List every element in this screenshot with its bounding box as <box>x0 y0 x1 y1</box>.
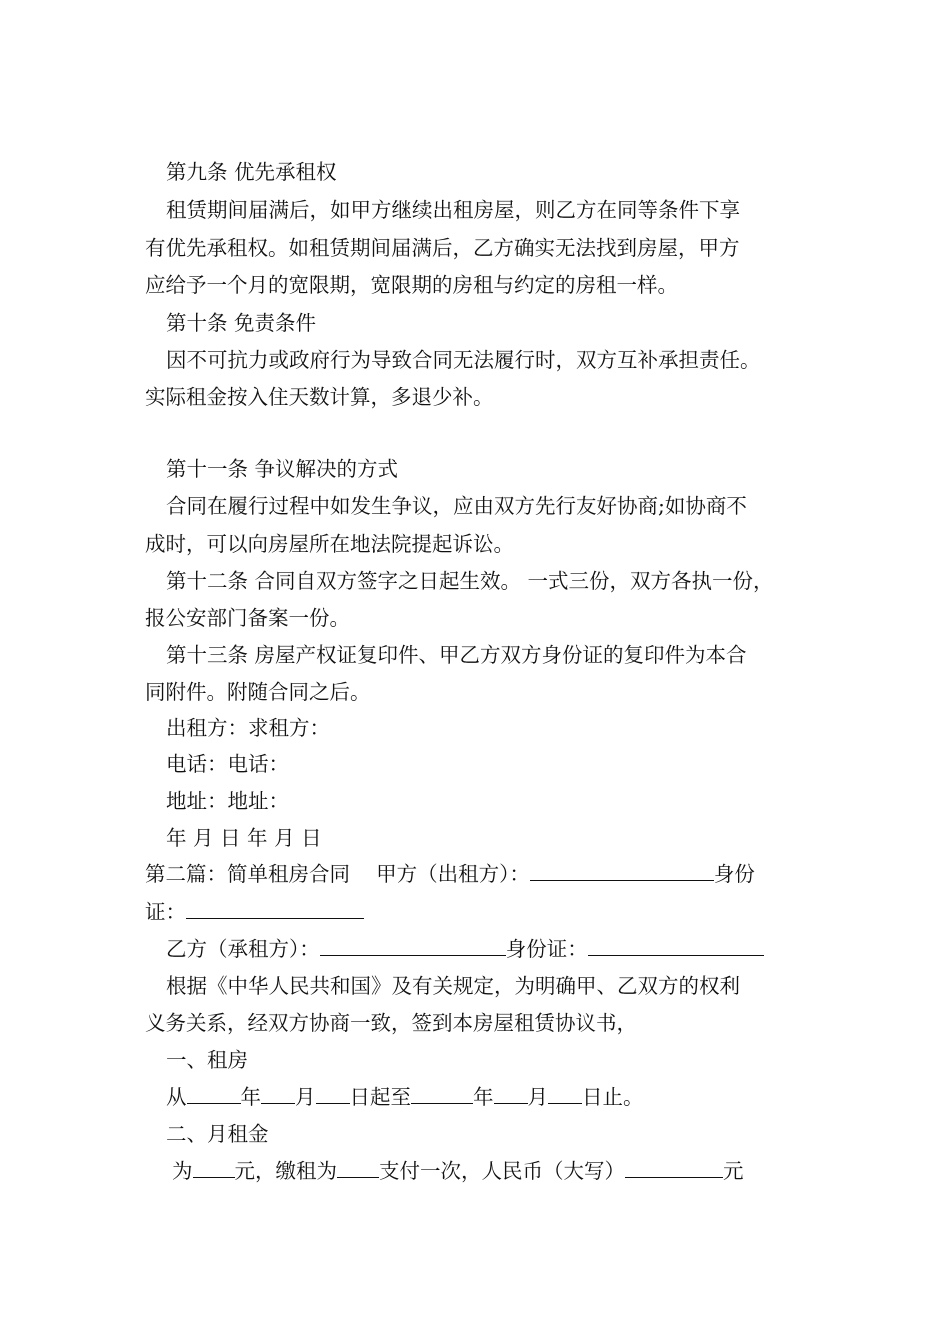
article9-line-1: 租赁期间届满后，如甲方继续出租房屋，则乙方在同等条件下享 <box>166 198 740 222</box>
article12-line-1: 第十二条 合同自双方签字之日起生效。 一式三份，双方各执一份， <box>166 569 774 593</box>
article11-line-2: 成时，可以向房屋所在地法院提起诉讼。 <box>145 532 514 556</box>
article13-line-2: 同附件。附随合同之后。 <box>145 680 371 704</box>
part2-heading: 第二篇：简单租房合同 <box>145 862 350 886</box>
preamble-line-1: 根据《中华人民共和国》及有关规定，为明确甲、乙双方的权利 <box>166 974 740 998</box>
party-b-id-label: 身份证： <box>505 937 588 961</box>
part2-heading-line <box>145 860 755 888</box>
signature-dates: 年 月 日 年 月 日 <box>166 826 322 850</box>
rent-period-blank <box>337 1157 379 1178</box>
section2-rent-line <box>172 1157 744 1185</box>
rent-pay-once: 支付一次，人民币（大写） <box>379 1159 625 1183</box>
party-b-id-blank <box>588 935 764 956</box>
article11-title: 第十一条 争议解决的方式 <box>166 457 399 481</box>
section2-title: 二、月租金 <box>166 1122 269 1146</box>
article13-line-1: 第十三条 房屋产权证复印件、甲乙方双方身份证的复印件为本合 <box>166 643 747 667</box>
term-from: 从 <box>166 1085 187 1109</box>
signature-addresses: 地址：地址： <box>166 789 289 813</box>
term-month: 月 <box>295 1085 316 1109</box>
rent-amount-blank <box>193 1157 235 1178</box>
end-day-blank <box>548 1083 582 1104</box>
id-card-label: 身份 <box>713 862 755 886</box>
article10-line-1: 因不可抗力或政府行为导致合同无法履行时，双方互补承担责任。 <box>166 348 761 372</box>
article9-line-3: 应给予一个月的宽限期，宽限期的房租与约定的房租一样。 <box>145 273 678 297</box>
signature-parties: 出租方：求租方： <box>166 716 330 740</box>
party-a-blank <box>530 860 714 881</box>
id-card-line <box>145 898 364 926</box>
rent-capital-blank <box>625 1157 723 1178</box>
article10-title: 第十条 免责条件 <box>166 311 317 335</box>
party-b-line <box>166 935 764 963</box>
term-year: 年 <box>240 1085 261 1109</box>
party-b-label: 乙方（承租方）： <box>166 937 320 961</box>
term-year2: 年 <box>473 1085 494 1109</box>
term-day-start: 日起至 <box>349 1085 411 1109</box>
preamble-line-2: 义务关系，经双方协商一致，签到本房屋租赁协议书， <box>145 1011 637 1035</box>
id-card-cont: 证： <box>145 900 186 924</box>
rent-wei: 为 <box>172 1159 193 1183</box>
end-month-blank <box>494 1083 528 1104</box>
start-year-blank <box>187 1083 241 1104</box>
section1-title: 一、租房 <box>166 1048 248 1072</box>
term-day-end: 日止。 <box>582 1085 644 1109</box>
section1-term-line <box>166 1083 644 1111</box>
party-b-blank <box>320 935 506 956</box>
start-month-blank <box>261 1083 295 1104</box>
article9-line-2: 有优先承租权。如租赁期间届满后，乙方确实无法找到房屋，甲方 <box>145 236 740 260</box>
party-a-label: 甲方（出租方）： <box>376 862 530 886</box>
start-day-blank <box>316 1083 350 1104</box>
signature-phones: 电话：电话： <box>166 752 289 776</box>
end-year-blank <box>411 1083 473 1104</box>
article12-line-2: 报公安部门备案一份。 <box>145 606 350 630</box>
rent-yuan: 元 <box>723 1159 744 1183</box>
article9-title: 第九条 优先承租权 <box>166 160 337 184</box>
party-a-id-blank <box>186 898 364 919</box>
term-month2: 月 <box>527 1085 548 1109</box>
rent-yuan-pay: 元，缴租为 <box>234 1159 337 1183</box>
article10-line-2: 实际租金按入住天数计算，多退少补。 <box>145 385 494 409</box>
article11-line-1: 合同在履行过程中如发生争议，应由双方先行友好协商;如协商不 <box>166 494 747 518</box>
